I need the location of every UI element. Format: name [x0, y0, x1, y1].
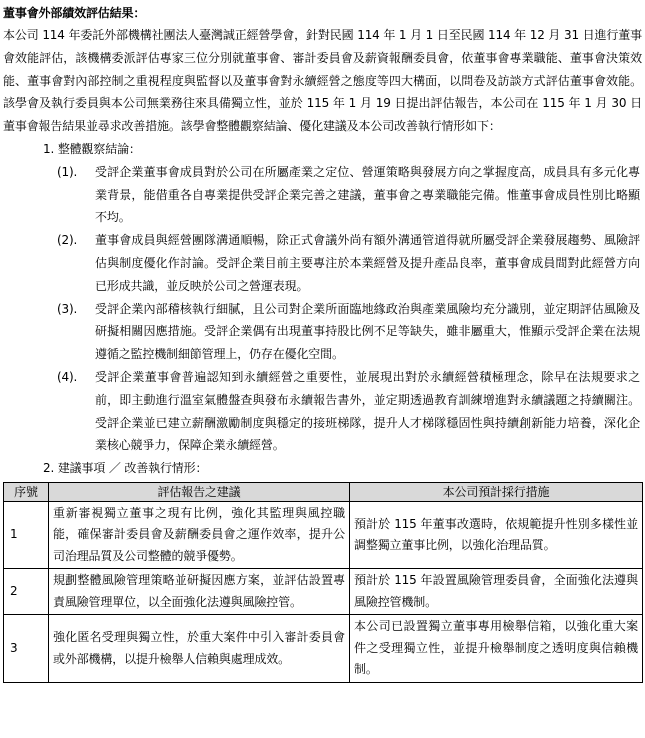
row-suggestion: 強化匿名受理與獨立性，於重大案件中引入審計委員會或外部機構，以提升檢舉人信賴與處理成效。 [49, 615, 350, 683]
row-suggestion: 重新審視獨立董事之現有比例，強化其監理與風控職能，確保審計委員會及薪酬委員會之運作效率，提升公司治理品質及公司整體的競爭優勢。 [49, 501, 350, 569]
row-serial-number: 1 [4, 501, 49, 569]
header-serial-number: 序號 [4, 482, 49, 501]
observation-item [3, 161, 642, 229]
observation-number: (2). [57, 233, 78, 248]
observation-number: (4). [57, 369, 78, 384]
observations-list [3, 161, 642, 457]
section-recommendations-heading: 2. 建議事項 ／ 改善執行情形： [43, 461, 208, 476]
row-serial-number: 2 [4, 569, 49, 615]
observation-text: 受評企業董事會普遍認知到永續經營之重要性，並展現出對於永續經營積極理念，除早在法規要求之前，即主動進行溫室氣體盤查與發布永續報告書外，並定期透過教育訓練增進對永續議題之持續關注。受評企業並已建立薪酬激勵制度與穩定的接班梯隊，提升人才梯隊穩固性與持續創新能力培養，深化企業核心競爭力，保障企業永續經營。 [95, 369, 640, 453]
observation-text: 受評企業董事會成員對於公司在所屬產業之定位、營運策略與發展方向之掌握度高，成員具有多元化專業背景，能借重各自專業提供受評企業完善之建議，董事會之專業職能完備。惟董事會成員性別比略顯不均。 [95, 164, 640, 225]
row-suggestion: 規劃整體風險管理策略並研擬因應方案，並評估設置專責風險管理單位，以全面強化法遵與風險控管。 [49, 569, 350, 615]
observation-item [3, 366, 642, 457]
row-measure: 預計於 115 年設置風險管理委員會，全面強化法遵與風險控管機制。 [350, 569, 643, 615]
header-planned-measure: 本公司預計採行措施 [350, 482, 643, 501]
section-overall-observations-heading: 1. 整體觀察結論： [43, 141, 141, 156]
row-serial-number: 3 [4, 615, 49, 683]
observation-item [3, 229, 642, 297]
observation-text: 董事會成員與經營團隊溝通順暢，除正式會議外尚有額外溝通管道得就所屬受評企業發展趨勢、風險評估與制度優化作討論。受評企業目前主要專注於本業經營及提升產品良率，董事會成員間對此經營方向已形成共識，並反映於公司之營運表現。 [95, 233, 640, 293]
observation-number: (3). [57, 301, 78, 316]
document-title: 董事會外部績效評估結果： [3, 6, 146, 20]
recommendations-table [3, 482, 643, 683]
table-header-row [4, 482, 643, 501]
header-report-suggestion: 評估報告之建議 [49, 482, 350, 501]
row-measure: 本公司已設置獨立董事專用檢舉信箱，以強化重大案件之受理獨立性，並提升檢舉制度之透明度與信賴機制。 [350, 615, 643, 683]
observation-item [3, 298, 642, 366]
table-row [4, 569, 643, 615]
table-row [4, 501, 643, 569]
observation-text: 受評企業內部稽核執行細膩，且公司對企業所面臨地緣政治與產業風險均充分識別，並定期評估風險及研擬相關因應措施。受評企業偶有出現董事持股比例不足等缺失，雖非屬重大，惟顯示受評企業在法規遵循之監控機制細節管理上，仍存在優化空間。 [95, 301, 640, 362]
observation-number: (1). [57, 164, 78, 179]
row-measure: 預計於 115 年董事改選時，依規範提升性別多樣性並調整獨立董事比例，以強化治理品質。 [350, 501, 643, 569]
intro-paragraph: 本公司 114 年委託外部機構社團法人臺灣誠正經營學會，針對民國 114 年 1 月 1 日至民國 114 年 12 月 31 日進行董事會效能評估，該機構委派評估專家三位分別就董事會、審計委員會及薪資報酬委員會，依董事會專業職能、董事會決策效能、董事會對內部控制之重視程度與監督以及董事會對永續經營之態度等四大構面，以問卷及訪談方式評估董事會效能。該學會及執行委員與本公司無業務往來具備獨立性，並於 115 年 1 月 19 日提出評估報告，本公司在 115 年 1 月 30 日董事會報告結果並尋求改善措施。該學會整體觀察結論、優化建議及本公司改善執行情形如下： [3, 28, 642, 134]
table-row [4, 615, 643, 683]
